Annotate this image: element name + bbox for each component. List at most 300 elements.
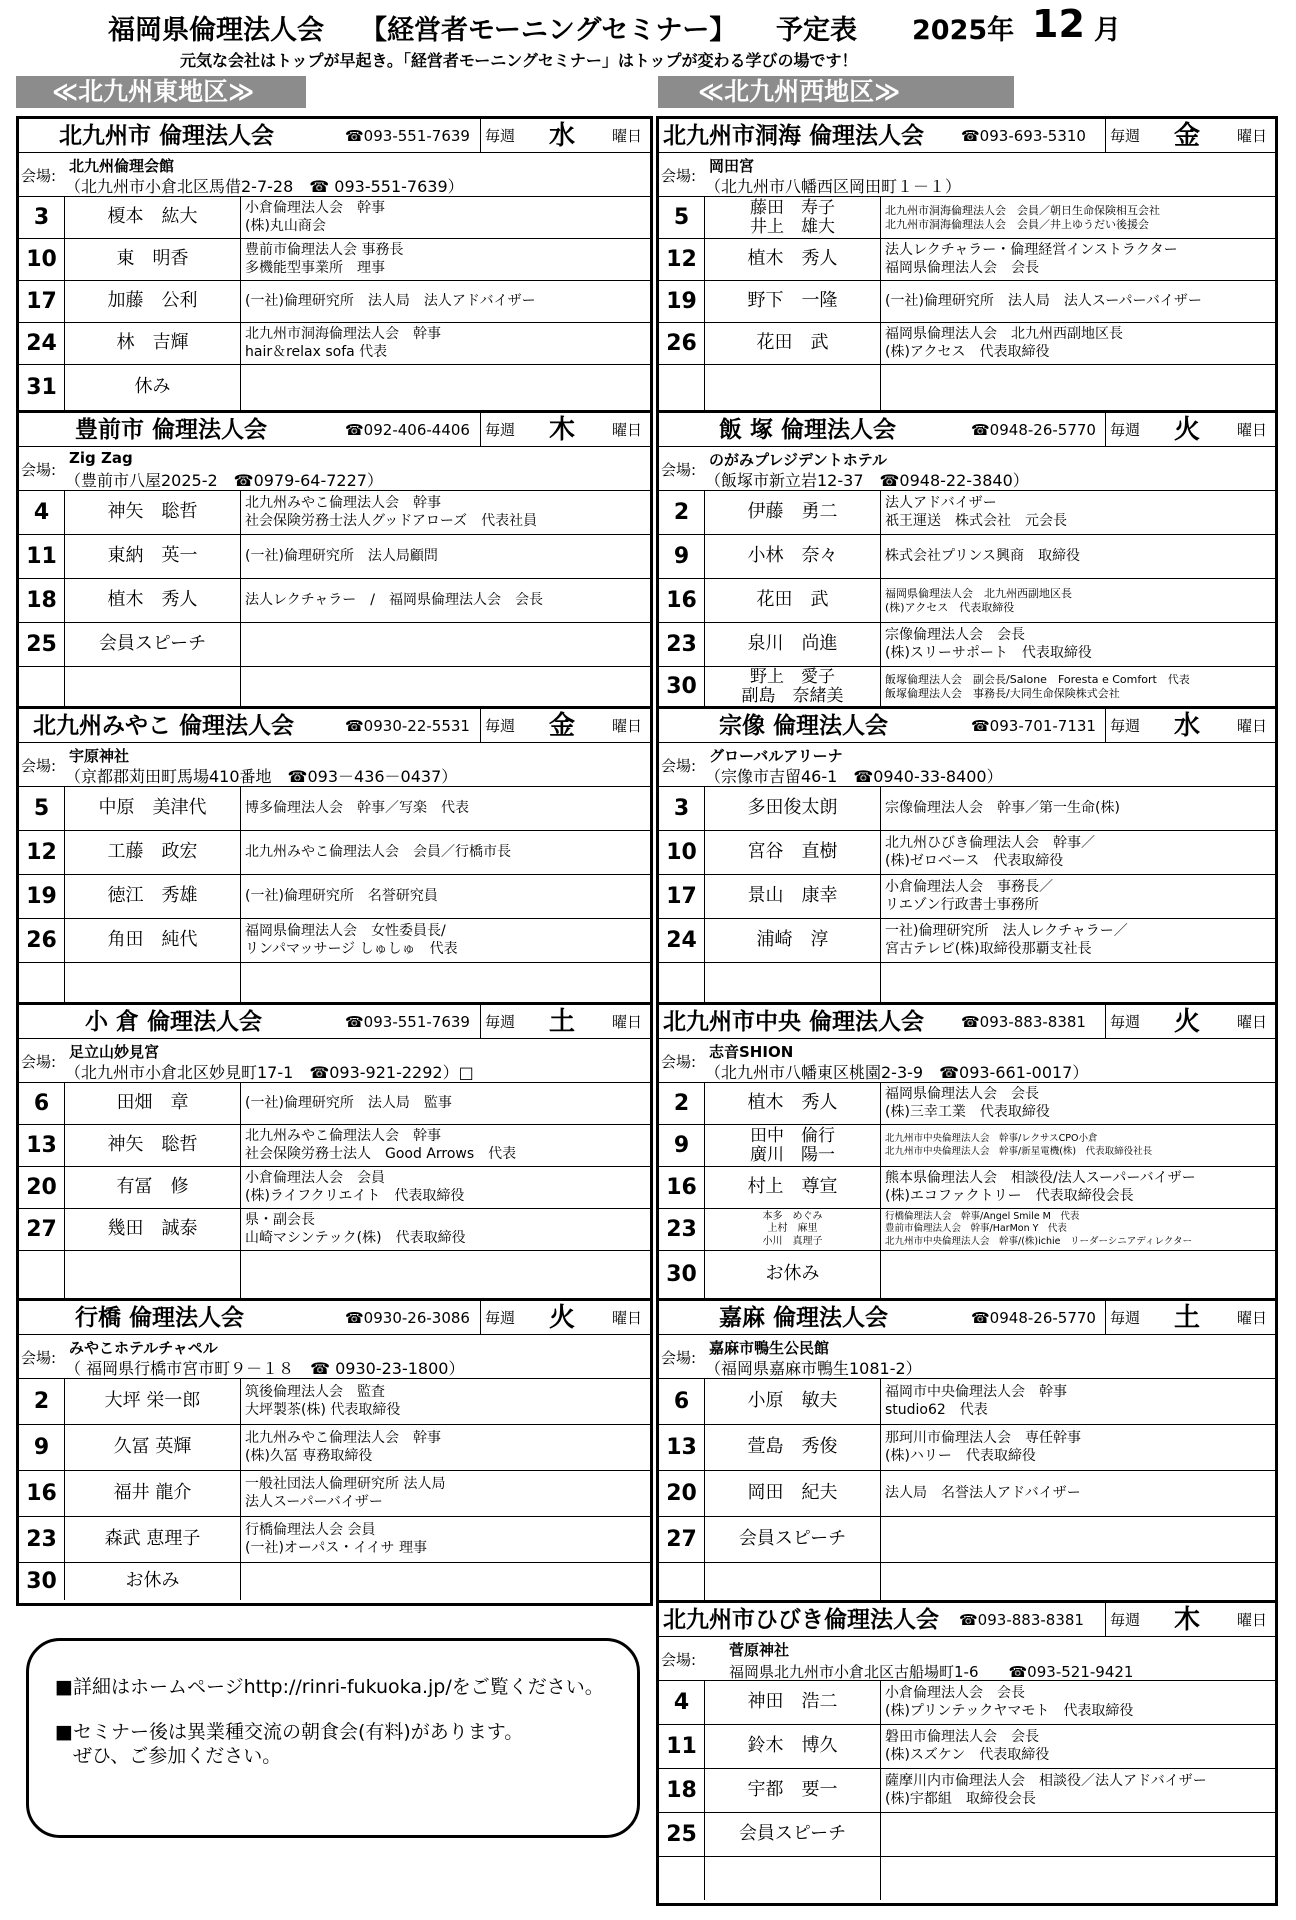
schedule-row — [659, 1563, 1275, 1600]
info-breakfast — [55, 1720, 611, 1769]
venue-label — [21, 165, 56, 186]
affiliation-line: 北九州みやこ倫理法人会 会員／行橋市長 — [245, 843, 511, 860]
seminar-date: 13 — [19, 1125, 65, 1166]
seminar-date: 9 — [659, 1125, 705, 1166]
seminar-date — [19, 963, 65, 1002]
chapter-header — [19, 709, 650, 743]
weekday-cell — [480, 709, 650, 743]
affiliation-cell — [241, 919, 650, 962]
speaker-cell — [65, 919, 241, 962]
affiliation-line: 大坪製茶(株) 代表取締役 — [245, 1401, 401, 1418]
venue-label-colon: : — [691, 167, 697, 185]
title-month: 12 — [1032, 2, 1085, 46]
venue-label-text: 会場 — [661, 167, 692, 185]
speaker-name: 中原 美津代 — [98, 797, 207, 819]
schedule-row — [659, 197, 1275, 239]
venue-row — [659, 1637, 1275, 1681]
schedule-row — [659, 623, 1275, 667]
speaker-name: 花田 武 — [756, 589, 829, 611]
seminar-date: 6 — [19, 1083, 65, 1124]
speaker-cell — [65, 197, 241, 238]
affiliation-cell — [241, 535, 650, 578]
seminar-date: 30 — [19, 1563, 65, 1600]
venue-label — [21, 459, 56, 480]
weekday-cell — [1105, 119, 1275, 153]
affiliation-line: 祇王運送 株式会社 元会長 — [885, 512, 1067, 529]
schedule-row — [19, 579, 650, 623]
seminar-date: 27 — [659, 1517, 705, 1562]
title-schedule: 予定表 — [776, 15, 857, 46]
affiliation-line: (株)丸山商会 — [245, 217, 326, 234]
chapter-block — [659, 1301, 1275, 1603]
affiliation-cell — [881, 1517, 1275, 1562]
schedule-row — [659, 1769, 1275, 1813]
affiliation-line: 宮古テレビ(株)取締役那覇支社長 — [885, 940, 1092, 957]
affiliation-line: 株式会社プリンス興商 取締役 — [885, 547, 1081, 564]
speaker-name: 小川 真理子 — [762, 1235, 823, 1247]
weekday-cell — [480, 119, 650, 153]
venue-row — [659, 153, 1275, 197]
affiliation-line: 熊本県倫理法人会 相談役/法人スーパーバイザー — [885, 1170, 1196, 1187]
chapter-header — [659, 413, 1275, 447]
seminar-date: 5 — [19, 787, 65, 830]
venue-label-text: 会場 — [21, 461, 52, 479]
chapter-phone: ☎0930-26-3086 — [345, 1309, 470, 1327]
affiliation-cell — [241, 197, 650, 238]
chapter-name: 北九州市ひびき倫理法人会 — [663, 1607, 939, 1633]
district-east: ≪北九州東地区≫ — [16, 76, 306, 108]
seminar-date: 24 — [19, 323, 65, 364]
speaker-cell — [65, 963, 241, 1002]
affiliation-line: (株)宇都組 取締役会長 — [885, 1790, 1036, 1807]
yobi-label: 曜日 — [1236, 1013, 1267, 1031]
yobi-label: 曜日 — [1236, 127, 1267, 145]
schedule-row — [19, 667, 650, 706]
speaker-name: 神田 浩二 — [747, 1691, 838, 1713]
weekday: 金 — [1174, 121, 1201, 151]
affiliation-line: (株)ゼロベース 代表取締役 — [885, 852, 1064, 869]
seminar-date: 23 — [19, 1517, 65, 1562]
schedule-row — [659, 919, 1275, 963]
speaker-name: 岡田 紀夫 — [747, 1482, 838, 1504]
schedule-row — [19, 1083, 650, 1125]
affiliation-line: 飯塚倫理法人会 副会長/Salone Foresta e Comfort 代表 — [885, 673, 1190, 687]
affiliation-cell — [241, 787, 650, 830]
venue-label-text: 会場 — [661, 1651, 692, 1669]
affiliation-line: 飯塚倫理法人会 事務長/大同生命保険株式会社 — [885, 686, 1120, 700]
yobi-label: 曜日 — [1236, 717, 1267, 735]
weekday-cell — [480, 1301, 650, 1335]
affiliation-line: 北九州市洞海倫理法人会 幹事 — [245, 326, 441, 343]
affiliation-line: 福岡県倫理法人会 会長 — [885, 259, 1039, 276]
speaker-cell — [705, 1379, 881, 1424]
yobi-label: 曜日 — [1236, 1309, 1267, 1327]
affiliation-line: 北九州みやこ倫理法人会 幹事 — [245, 1430, 441, 1447]
chapter-header — [19, 119, 650, 153]
schedule-row — [19, 1379, 650, 1425]
affiliation-cell — [241, 1209, 650, 1250]
speaker-name: 神矢 聡哲 — [107, 501, 198, 523]
chapter-header — [659, 1301, 1275, 1335]
speaker-cell — [65, 1251, 241, 1298]
weekday-cell — [1105, 1603, 1275, 1637]
affiliation-line: 豊前市倫理法人会 事務長 — [245, 242, 404, 259]
every-week-label: 毎週 — [485, 1013, 516, 1031]
weekday-cell — [1105, 1301, 1275, 1335]
every-week-label: 毎週 — [1110, 421, 1141, 439]
chapter-header — [19, 413, 650, 447]
chapter-name: 北九州市中央 倫理法人会 — [663, 1009, 925, 1035]
venue-address: （飯塚市新立岩12-37 ☎0948-22-3840） — [705, 471, 1029, 490]
affiliation-cell — [881, 1857, 1275, 1900]
affiliation-line: (株)久冨 専務取締役 — [245, 1447, 373, 1464]
schedule-row — [19, 281, 650, 323]
speaker-name: 田中 倫行 — [750, 1125, 835, 1146]
affiliation-line: 福岡県倫理法人会 女性委員長/ — [245, 923, 446, 940]
schedule-row — [659, 1681, 1275, 1725]
chapter-name: 北九州みやこ 倫理法人会 — [33, 713, 295, 739]
seminar-date: 31 — [19, 365, 65, 410]
affiliation-cell — [881, 787, 1275, 830]
affiliation-cell — [241, 667, 650, 706]
schedule-row — [19, 1425, 650, 1471]
weekday-cell — [1105, 1005, 1275, 1039]
affiliation-line: 北九州市中央倫理法人会 幹事/(株)ichie リーダーシニアディレクター — [885, 1235, 1193, 1247]
chapter-block — [19, 1005, 650, 1301]
seminar-date — [659, 365, 705, 410]
seminar-date: 6 — [659, 1379, 705, 1424]
seminar-date: 17 — [19, 281, 65, 322]
venue-label-colon: : — [691, 757, 697, 775]
speaker-name: 田畑 章 — [116, 1092, 189, 1114]
affiliation-line: 小倉倫理法人会 会員 — [245, 1170, 385, 1187]
schedule-row — [19, 1125, 650, 1167]
seminar-date: 5 — [659, 197, 705, 238]
venue-label — [661, 755, 696, 776]
speaker-cell — [705, 281, 881, 322]
seminar-date: 24 — [659, 919, 705, 962]
info-homepage: ■詳細はホームページhttp://rinri-fukuoka.jp/をご覧ください。 — [55, 1676, 604, 1698]
schedule-row — [659, 323, 1275, 365]
schedule-row — [659, 1167, 1275, 1209]
seminar-date: 19 — [659, 281, 705, 322]
affiliation-line: 北九州市中央倫理法人会 幹事/新星電機(株) 代表取締役社長 — [885, 1145, 1153, 1157]
affiliation-line: 社会保険労務士法人グッドアローズ 代表社員 — [245, 512, 538, 529]
chapter-block — [659, 709, 1275, 1005]
schedule-row — [659, 1517, 1275, 1563]
chapter-phone: ☎092-406-4406 — [345, 421, 470, 439]
every-week-label: 毎週 — [485, 717, 516, 735]
schedule-row — [659, 963, 1275, 1002]
info-box — [26, 1638, 640, 1838]
seminar-date: 13 — [659, 1425, 705, 1470]
affiliation-line: (株)ハリー 代表取締役 — [885, 1447, 1036, 1464]
speaker-name: 角田 純代 — [107, 929, 198, 951]
affiliation-cell — [881, 323, 1275, 364]
venue-row — [659, 1039, 1275, 1083]
speaker-cell — [65, 1517, 241, 1562]
affiliation-line: 磐田市倫理法人会 会長 — [885, 1729, 1039, 1746]
venue-label-colon: : — [51, 461, 57, 479]
speaker-cell — [705, 1167, 881, 1208]
info-breakfast-line1: ■セミナー後は異業種交流の朝食会(有料)があります。 — [55, 1720, 524, 1743]
affiliation-line: 法人レクチャラー・倫理経営インストラクター — [885, 242, 1178, 259]
speaker-name: 植木 秀人 — [747, 1092, 838, 1114]
affiliation-cell — [881, 365, 1275, 410]
schedule-row — [659, 787, 1275, 831]
schedule-row — [659, 875, 1275, 919]
affiliation-line: 福岡県倫理法人会 北九州西副地区長 — [885, 326, 1123, 343]
schedule-row — [659, 831, 1275, 875]
affiliation-cell — [241, 579, 650, 622]
schedule-row — [19, 1251, 650, 1298]
speaker-cell — [65, 787, 241, 830]
venue-label-text: 会場 — [661, 1053, 692, 1071]
weekday: 火 — [1174, 1007, 1201, 1037]
every-week-label: 毎週 — [485, 1309, 516, 1327]
seminar-date: 16 — [659, 579, 705, 622]
schedule-row — [659, 1209, 1275, 1251]
affiliation-line: 福岡市中央倫理法人会 幹事 — [885, 1384, 1067, 1401]
affiliation-line: (一社)倫理研究所 名誉研究員 — [245, 887, 438, 904]
schedule-row — [19, 323, 650, 365]
affiliation-line: 法人スーパーバイザー — [245, 1493, 383, 1510]
affiliation-line: 県・副会長 — [245, 1212, 315, 1229]
venue-label-colon: : — [691, 1053, 697, 1071]
weekday: 土 — [549, 1007, 576, 1037]
speaker-name: 萱島 秀俊 — [747, 1436, 838, 1458]
affiliation-cell — [881, 1769, 1275, 1812]
seminar-date: 18 — [659, 1769, 705, 1812]
speaker-cell — [705, 623, 881, 666]
speaker-cell — [705, 787, 881, 830]
chapter-phone: ☎093-883-8381 — [959, 1611, 1084, 1629]
chapter-header — [659, 1603, 1275, 1637]
affiliation-line: 北九州ひびき倫理法人会 幹事／ — [885, 835, 1095, 852]
seminar-date: 23 — [659, 1209, 705, 1250]
venue-address: （豊前市八屋2025-2 ☎0979-64-7227） — [65, 471, 383, 490]
schedule-row — [19, 1517, 650, 1563]
affiliation-line: 那珂川市倫理法人会 専任幹事 — [885, 1430, 1081, 1447]
speaker-cell — [705, 1251, 881, 1298]
schedule-row — [19, 491, 650, 535]
weekday: 木 — [1174, 1605, 1201, 1635]
venue-label-text: 会場 — [21, 1053, 52, 1071]
affiliation-line: 法人アドバイザー — [885, 495, 997, 512]
affiliation-cell — [241, 1471, 650, 1516]
yobi-label: 曜日 — [611, 421, 642, 439]
speaker-name: 宇都 要一 — [747, 1779, 838, 1801]
venue-address: （北九州市八幡西区岡田町１－１） — [705, 177, 962, 196]
speaker-name: 鈴木 博久 — [747, 1735, 838, 1757]
schedule-row — [19, 1563, 650, 1600]
schedule-row — [19, 875, 650, 919]
venue-name: グローバルアリーナ — [709, 747, 843, 765]
speaker-cell — [705, 1209, 881, 1250]
speaker-cell — [65, 1563, 241, 1600]
affiliation-cell — [881, 623, 1275, 666]
speaker-cell — [705, 1471, 881, 1516]
affiliation-line: 一社)倫理研究所 法人レクチャラー／ — [885, 923, 1128, 940]
yobi-label: 曜日 — [611, 127, 642, 145]
seminar-date: 4 — [19, 491, 65, 534]
speaker-name: 野下 一隆 — [747, 290, 838, 312]
speaker-name: 会員スピーチ — [98, 633, 207, 655]
weekday-cell — [1105, 413, 1275, 447]
affiliation-cell — [881, 1725, 1275, 1768]
affiliation-cell — [881, 1083, 1275, 1124]
affiliation-line: 宗像倫理法人会 幹事／第一生命(株) — [885, 799, 1120, 816]
schedule-row — [659, 1125, 1275, 1167]
schedule-row — [659, 365, 1275, 410]
speaker-name: 浦崎 淳 — [756, 929, 829, 951]
subtitle: 元気な会社はトップが早起き。「経営者モーニングセミナー」はトップが変わる学びの場です！ — [180, 51, 858, 70]
every-week-label: 毎週 — [485, 127, 516, 145]
venue-label-colon: : — [51, 1053, 57, 1071]
east-column — [16, 116, 653, 1606]
speaker-cell — [705, 1681, 881, 1724]
affiliation-cell — [881, 535, 1275, 578]
affiliation-line: 行橋倫理法人会 幹事/Angel Smile M 代表 — [885, 1210, 1080, 1222]
venue-row — [19, 447, 650, 491]
speaker-cell — [705, 919, 881, 962]
affiliation-line: (株)エコファクトリー 代表取締役会長 — [885, 1187, 1134, 1204]
seminar-date: 25 — [659, 1813, 705, 1856]
speaker-name: 多田俊太朗 — [747, 797, 838, 819]
speaker-cell — [65, 623, 241, 666]
weekday: 火 — [1174, 415, 1201, 445]
speaker-cell — [705, 831, 881, 874]
speaker-cell — [705, 667, 881, 706]
yobi-label: 曜日 — [611, 717, 642, 735]
chapter-phone: ☎093-551-7639 — [345, 127, 470, 145]
schedule-row — [19, 963, 650, 1002]
affiliation-line: 小倉倫理法人会 事務長／ — [885, 879, 1053, 896]
speaker-cell — [705, 875, 881, 918]
seminar-date: 4 — [659, 1681, 705, 1724]
chapter-block — [659, 1005, 1275, 1301]
title-month-unit: 月 — [1094, 15, 1121, 46]
affiliation-line: 小倉倫理法人会 幹事 — [245, 200, 385, 217]
seminar-date — [659, 963, 705, 1002]
schedule-row — [659, 1857, 1275, 1900]
seminar-date — [19, 667, 65, 706]
schedule-row — [659, 491, 1275, 535]
affiliation-line: (一社)倫理研究所 法人局 法人スーパーバイザー — [885, 292, 1202, 309]
chapter-phone: ☎0930-22-5531 — [345, 717, 470, 735]
venue-label-colon: : — [691, 1651, 697, 1669]
affiliation-cell — [241, 1167, 650, 1208]
chapter-name: 小 倉 倫理法人会 — [85, 1009, 263, 1035]
venue-label — [661, 1347, 696, 1368]
schedule-row — [659, 1251, 1275, 1298]
title-seminar: 【経営者モーニングセミナー】 — [360, 15, 737, 46]
venue-name: 菅原神社 — [729, 1641, 790, 1659]
schedule-row — [19, 535, 650, 579]
speaker-cell — [705, 1857, 881, 1900]
speaker-name: 会員スピーチ — [738, 1823, 847, 1845]
speaker-name: 加藤 公利 — [107, 290, 198, 312]
seminar-date — [19, 1251, 65, 1298]
seminar-date: 20 — [19, 1167, 65, 1208]
chapter-phone: ☎093-551-7639 — [345, 1013, 470, 1031]
schedule-row — [19, 1167, 650, 1209]
speaker-cell — [705, 239, 881, 280]
affiliation-cell — [881, 1471, 1275, 1516]
affiliation-line: (一社)倫理研究所 法人局 監事 — [245, 1094, 452, 1111]
yobi-label: 曜日 — [1236, 1611, 1267, 1629]
weekday: 水 — [549, 121, 576, 151]
affiliation-cell — [881, 1167, 1275, 1208]
seminar-date: 2 — [19, 1379, 65, 1424]
speaker-name: 福井 龍介 — [113, 1482, 192, 1504]
speaker-cell — [705, 1425, 881, 1470]
speaker-cell — [65, 1379, 241, 1424]
speaker-cell — [65, 1209, 241, 1250]
schedule-row — [659, 1471, 1275, 1517]
venue-label-text: 会場 — [661, 461, 692, 479]
seminar-date: 10 — [19, 239, 65, 280]
affiliation-line: 薩摩川内市倫理法人会 相談役／法人アドバイザー — [885, 1773, 1207, 1790]
affiliation-line: (株)三幸工業 代表取締役 — [885, 1103, 1050, 1120]
chapter-block — [19, 119, 650, 413]
speaker-cell — [705, 579, 881, 622]
every-week-label: 毎週 — [1110, 1013, 1141, 1031]
speaker-cell — [65, 667, 241, 706]
seminar-date: 27 — [19, 1209, 65, 1250]
speaker-name: 上村 麻里 — [767, 1223, 818, 1235]
affiliation-line: 福岡県倫理法人会 会長 — [885, 1086, 1039, 1103]
affiliation-cell — [241, 281, 650, 322]
affiliation-line: 北九州みやこ倫理法人会 幹事 — [245, 495, 441, 512]
speaker-cell — [705, 1517, 881, 1562]
affiliation-cell — [881, 831, 1275, 874]
affiliation-cell — [881, 1425, 1275, 1470]
speaker-cell — [65, 535, 241, 578]
affiliation-line: 一般社団法人倫理研究所 法人局 — [245, 1476, 446, 1493]
venue-row — [659, 447, 1275, 491]
affiliation-cell — [241, 963, 650, 1002]
chapter-name: 豊前市 倫理法人会 — [75, 417, 268, 443]
schedule-row — [659, 1379, 1275, 1425]
schedule-row — [659, 667, 1275, 706]
affiliation-cell — [241, 1083, 650, 1124]
chapter-phone: ☎0948-26-5770 — [971, 1309, 1096, 1327]
seminar-date: 12 — [659, 239, 705, 280]
speaker-name: 有冨 修 — [116, 1176, 189, 1198]
affiliation-line: studio62 代表 — [885, 1401, 988, 1418]
speaker-name: 泉川 尚進 — [747, 633, 838, 655]
schedule-row — [19, 919, 650, 963]
speaker-name: 小原 敏夫 — [747, 1390, 838, 1412]
affiliation-line: 博多倫理法人会 幹事／写楽 代表 — [245, 799, 469, 816]
seminar-date: 10 — [659, 831, 705, 874]
every-week-label: 毎週 — [1110, 717, 1141, 735]
chapter-block — [19, 1301, 650, 1603]
speaker-name: 花田 武 — [756, 332, 829, 354]
seminar-date: 9 — [19, 1425, 65, 1470]
affiliation-line: (株)プリンテックヤマモト 代表取締役 — [885, 1702, 1134, 1719]
venue-label — [21, 755, 56, 776]
speaker-cell — [65, 1425, 241, 1470]
affiliation-line: 宗像倫理法人会 会長 — [885, 627, 1025, 644]
affiliation-cell — [241, 1425, 650, 1470]
speaker-name: 久冨 英輝 — [113, 1436, 192, 1458]
affiliation-cell — [881, 239, 1275, 280]
seminar-date: 3 — [659, 787, 705, 830]
speaker-cell — [705, 1563, 881, 1600]
chapter-name: 北九州市洞海 倫理法人会 — [663, 123, 925, 149]
